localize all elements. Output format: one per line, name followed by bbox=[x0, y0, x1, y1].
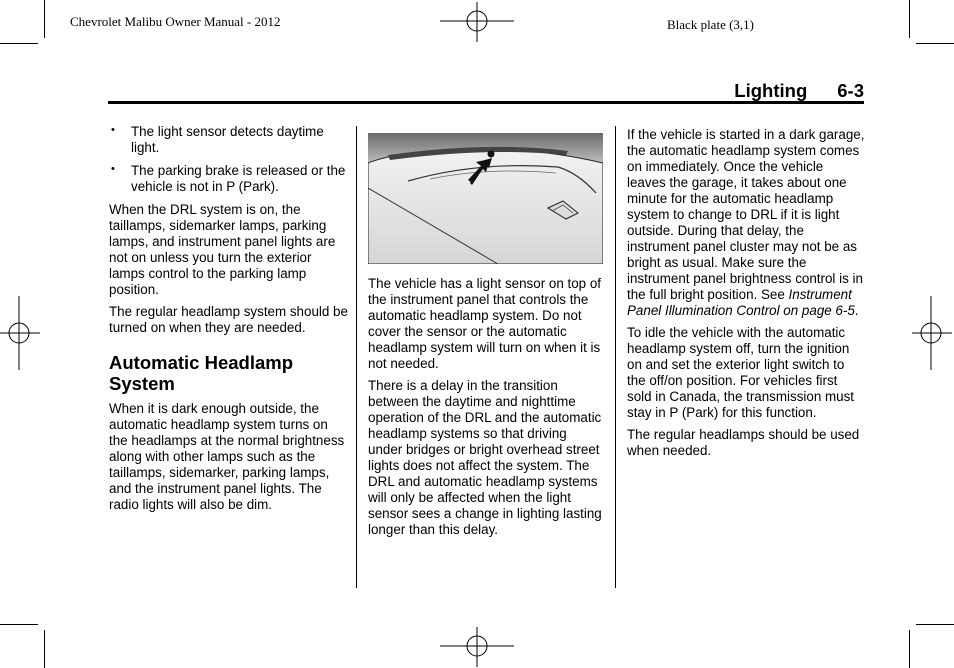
registration-mark-right-icon bbox=[912, 296, 952, 370]
paragraph: The regular headlamp system should be turned on when they are needed. bbox=[109, 304, 348, 335]
paragraph bbox=[627, 127, 865, 319]
list-item: • The light sensor detects daytime light. bbox=[111, 124, 324, 155]
paragraph: When it is dark enough outside, the automatic headlamp system turns on the headlamps at the normal brightness along with other lamps such as the taillamps, sidemarker, parking lamps, and the instrument panel lights. The radio lights will also be dim. bbox=[109, 401, 345, 512]
bullet-text: The parking brake is released or the vehicle is not in P (Park). bbox=[131, 163, 346, 194]
section-header bbox=[600, 80, 864, 102]
section-heading: Automatic Headlamp System bbox=[109, 352, 294, 394]
crop-mark-tl-h bbox=[0, 43, 38, 44]
crop-mark-tr-h bbox=[916, 43, 954, 44]
list-item: • The parking brake is released or the vehicle is not in P (Park). bbox=[111, 163, 346, 194]
paragraph: There is a delay in the transition between the daytime and nighttime operation of the DRL and the automatic headlamp systems so that driving under bridges or bright overhead street lights does not affect the system. The DRL and automatic headlamp systems will only be affected when the light sensor sees a change in lighting lasting longer than this delay. bbox=[368, 378, 602, 537]
column-divider bbox=[615, 126, 616, 588]
header-rule bbox=[108, 101, 864, 104]
column-3 bbox=[627, 127, 865, 465]
column-divider bbox=[356, 126, 357, 588]
crop-mark-tr-v bbox=[909, 0, 910, 38]
crop-mark-bl-v bbox=[44, 630, 45, 668]
bullet-text: The light sensor detects daytime light. bbox=[131, 124, 324, 155]
paragraph: The regular headlamps should be used when needed. bbox=[627, 427, 860, 458]
cross-reference-link[interactable]: Instrument Panel Illumination Control on page 6-5 bbox=[627, 287, 855, 318]
paragraph-end: . bbox=[854, 303, 859, 318]
section-title: Lighting bbox=[734, 80, 808, 101]
manual-title: Chevrolet Malibu Owner Manual - 2012 bbox=[70, 14, 281, 29]
crop-mark-tl-v bbox=[44, 0, 45, 38]
paragraph: When the DRL system is on, the taillamps, sidemarker lamps, parking lamps, and instrument panel lights are not on unless you turn the exterior lamps control to the parking lamp position. bbox=[109, 202, 336, 297]
crop-mark-br-h bbox=[916, 624, 954, 625]
registration-mark-left-icon bbox=[0, 296, 40, 370]
crop-mark-bl-h bbox=[0, 624, 38, 625]
registration-mark-bottom-icon bbox=[440, 627, 514, 667]
crop-mark-br-v bbox=[909, 630, 910, 668]
registration-mark-top-icon bbox=[440, 2, 514, 42]
column-2 bbox=[368, 133, 604, 544]
dashboard-sensor-illustration bbox=[368, 133, 603, 264]
paragraph: To idle the vehicle with the automatic headlamp system off, turn the ignition on and set the exterior light switch to the off/on position. For vehicles first sold in Canada, the transmission must stay in P (Park) for this function. bbox=[627, 325, 855, 420]
page-number: 6-3 bbox=[837, 80, 864, 101]
column-1 bbox=[109, 124, 349, 519]
plate-label: Black plate (3,1) bbox=[667, 17, 754, 32]
light-sensor-icon bbox=[488, 151, 495, 158]
paragraph-text: If the vehicle is started in a dark garage, the automatic headlamp system comes on immediately. Once the vehicle leaves the garage, it takes about one minute for the automatic headlamp system to change to DRL if it is light outside. During that delay, the instrument panel cluster may not be as bright as usual. Make sure the instrument panel brightness control is in the full bright position. See bbox=[627, 127, 865, 302]
paragraph: The vehicle has a light sensor on top of the instrument panel that controls the automatic headlamp system. Do not cover the sensor or the automatic headlamp system will turn on when it is not needed. bbox=[368, 276, 601, 371]
